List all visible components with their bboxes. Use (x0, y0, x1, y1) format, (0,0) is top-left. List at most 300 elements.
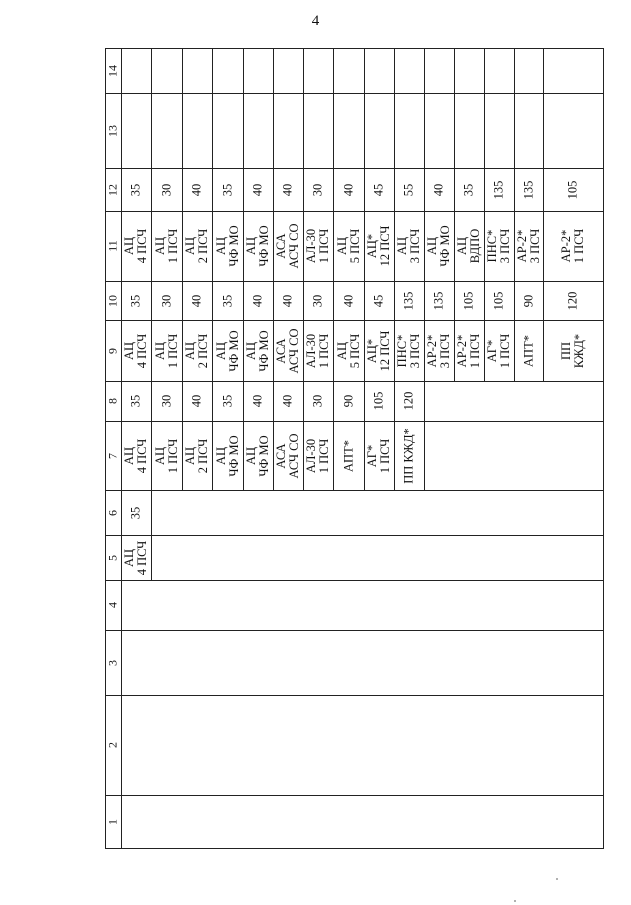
cell-line: АГ* (485, 339, 499, 362)
cell-r12-c10 (454, 281, 484, 320)
cell-line: АЦ (334, 341, 349, 360)
cell-line: 135 (431, 291, 446, 310)
cell-line: 40 (189, 294, 204, 307)
cell-r8-c7 (333, 421, 364, 490)
cell-text (426, 333, 452, 368)
cell-line: АЦ (213, 341, 228, 360)
cell-line: ПП КЖД* (401, 427, 416, 484)
cell-line: АГ* (365, 444, 379, 467)
cell-text (396, 229, 422, 264)
cell-r3-c9 (182, 320, 212, 381)
cell-text (275, 433, 301, 478)
cell-line: 135 (521, 180, 535, 199)
cell-text (160, 294, 173, 307)
cell-line: 30 (310, 183, 325, 196)
cell-r13-c9 (484, 320, 514, 381)
cell-text (123, 438, 149, 473)
page-number: 4 (311, 13, 320, 29)
cell-text (252, 395, 265, 408)
column-separator (105, 795, 603, 796)
cell-line: ЧФ МО (438, 225, 452, 267)
cell-r13-c12 (484, 168, 514, 211)
cell-text (426, 225, 452, 266)
cell-line: 45 (371, 183, 386, 196)
cell-r5-c11 (243, 211, 273, 281)
row-separator (333, 93, 334, 168)
cell-r9-c11 (364, 211, 394, 281)
cell-text (215, 225, 241, 266)
cell-text (215, 435, 241, 476)
cell-r10-c10 (394, 281, 424, 320)
cell-r9-c9 (364, 320, 394, 381)
cell-r3-c12 (182, 168, 212, 211)
cell-line: 3 ПСЧ (498, 228, 512, 264)
cell-text (486, 333, 512, 368)
cell-line: АЦ* (365, 338, 379, 363)
cell-r9-c12 (364, 168, 394, 211)
cell-line: АЦ (244, 236, 258, 256)
cell-line: АЛ-30 (304, 228, 318, 264)
cell-text (245, 435, 271, 476)
cell-line: 105 (491, 291, 506, 310)
cell-line: 90 (521, 294, 535, 307)
cell-r4-c8 (212, 381, 243, 421)
cell-line: 3 (105, 659, 120, 666)
cell-line: 35 (128, 506, 143, 519)
cell-text (221, 395, 234, 408)
column-header-2 (105, 695, 121, 795)
cell-text (107, 555, 120, 561)
cell-r2-c10 (151, 281, 182, 320)
cell-text (221, 294, 234, 307)
cell-r5-c7 (243, 421, 273, 490)
cell-r14-c12 (514, 168, 543, 211)
cell-r6-c7 (273, 421, 303, 490)
cell-r13-c11 (484, 211, 514, 281)
column-header-5 (105, 535, 121, 580)
cell-line: 40 (431, 183, 446, 196)
cell-line: 3 ПСЧ (408, 228, 422, 264)
cell-line: 1 ПСЧ (317, 438, 331, 473)
cell-r7-c8 (303, 381, 333, 421)
cell-line: АЦ (425, 236, 439, 256)
cell-line: 35 (220, 294, 234, 307)
cell-r14-c11 (514, 211, 543, 281)
cell-line: ЧФ МО (226, 225, 241, 267)
cell-line: 40 (189, 394, 204, 408)
column-separator (105, 695, 603, 696)
cell-r6-c8 (273, 381, 303, 421)
cell-line: 35 (220, 183, 234, 196)
cell-text (493, 180, 506, 199)
cell-line: 14 (105, 64, 120, 77)
cell-r3-c8 (182, 381, 212, 421)
cell-r7-c10 (303, 281, 333, 320)
cell-text (560, 229, 586, 264)
cell-text (275, 328, 301, 373)
row-separator (303, 48, 304, 93)
cell-r11-c10 (424, 281, 454, 320)
cell-line: 2 ПСЧ (196, 438, 210, 473)
cell-line: АСЧ СО (287, 327, 301, 374)
cell-line: 105 (461, 291, 476, 310)
cell-line: 2 ПСЧ (196, 333, 210, 368)
row-separator (212, 93, 213, 168)
cell-line: АСЧ СО (287, 432, 301, 479)
cell-text (245, 330, 271, 371)
cell-r3-c10 (182, 281, 212, 320)
cell-r1-c11 (121, 211, 151, 281)
cell-line: 1 (105, 818, 120, 825)
row-separator (424, 421, 425, 490)
cell-r7-c11 (303, 211, 333, 281)
cell-text (107, 240, 120, 252)
cell-r14-c9 (514, 320, 543, 381)
cell-text (107, 184, 120, 196)
column-separator (105, 93, 603, 94)
cell-r15-c11 (543, 211, 603, 281)
cell-line: 1 ПСЧ (378, 438, 392, 473)
column-header-10 (105, 281, 121, 320)
cell-r11-c12 (424, 168, 454, 211)
column-header-9 (105, 320, 121, 381)
cell-line: АЛ-30 (304, 438, 318, 473)
cell-text (282, 294, 295, 307)
cell-text (366, 226, 392, 267)
cell-line: 35 (461, 183, 476, 196)
column-header-13 (105, 93, 121, 168)
cell-text (522, 335, 535, 367)
cell-r1-c10 (121, 281, 151, 320)
cell-line: АЦ (183, 446, 197, 465)
cell-r2-c12 (151, 168, 182, 211)
column-header-12 (105, 168, 121, 211)
row-separator (303, 93, 304, 168)
cell-r13-c10 (484, 281, 514, 320)
row-separator (151, 535, 152, 580)
cell-text (107, 602, 120, 608)
row-separator (394, 93, 395, 168)
cell-text (312, 395, 325, 408)
row-separator (273, 48, 274, 93)
row-separator (243, 48, 244, 93)
row-separator (454, 48, 455, 93)
cell-line: 35 (128, 294, 143, 307)
cell-r2-c7 (151, 421, 182, 490)
cell-line: 1 ПСЧ (317, 228, 331, 264)
row-separator (151, 48, 152, 93)
cell-text (567, 180, 580, 199)
cell-line: АПТ* (521, 334, 535, 367)
cell-line: 12 ПСЧ (378, 330, 392, 371)
cell-line: 2 (105, 742, 120, 748)
cell-text (107, 742, 120, 748)
cell-line: АЦ (152, 341, 167, 360)
cell-r1-c7 (121, 421, 151, 490)
cell-r2-c9 (151, 320, 182, 381)
cell-text (252, 183, 265, 196)
cell-r6-c11 (273, 211, 303, 281)
cell-r2-c8 (151, 381, 182, 421)
cell-text (403, 392, 416, 411)
row-separator (243, 93, 244, 168)
cell-line: ЧФ МО (257, 434, 271, 477)
table-border-top (105, 48, 603, 49)
column-header-4 (105, 580, 121, 630)
cell-text (463, 291, 476, 310)
column-header-6 (105, 490, 121, 535)
cell-text (160, 395, 173, 408)
row-separator (333, 48, 334, 93)
cell-text (130, 183, 143, 196)
row-separator (364, 93, 365, 168)
cell-text (312, 183, 325, 196)
cell-line: АЦ (183, 341, 197, 360)
cell-r8-c12 (333, 168, 364, 211)
cell-text (342, 395, 355, 408)
cell-line: 40 (250, 294, 265, 307)
cell-r10-c12 (394, 168, 424, 211)
cell-r15-c10 (543, 281, 603, 320)
cell-line: АСА (274, 233, 288, 259)
cell-line: АР-2* (455, 334, 469, 367)
cell-line: 6 (105, 509, 120, 516)
cell-line: 3 ПСЧ (408, 333, 422, 368)
cell-line: 8 (105, 398, 120, 404)
cell-line: 4 ПСЧ (135, 540, 149, 575)
cell-r4-c7 (212, 421, 243, 490)
cell-text (123, 540, 149, 575)
cell-line: ВДПО (468, 228, 482, 264)
cell-line: 40 (250, 394, 265, 408)
column-header-3 (105, 630, 121, 695)
cell-line: 1 ПСЧ (165, 333, 180, 368)
row-separator (543, 48, 544, 93)
cell-text (342, 294, 355, 307)
cell-r7-c7 (303, 421, 333, 490)
cell-r3-c11 (182, 211, 212, 281)
cell-line: 30 (159, 394, 173, 408)
cell-r9-c10 (364, 281, 394, 320)
cell-line: 105 (371, 391, 386, 411)
cell-text (154, 229, 180, 264)
cell-line: 40 (341, 183, 355, 196)
cell-line: 35 (128, 394, 143, 408)
cell-line: 4 ПСЧ (135, 333, 149, 368)
cell-text (160, 183, 173, 196)
cell-line: ПП (559, 341, 573, 360)
cell-r3-c7 (182, 421, 212, 490)
column-header-7 (105, 421, 121, 490)
cell-line: ЧФ МО (257, 329, 271, 372)
cell-line: 40 (280, 394, 295, 408)
cell-line: 1 ПСЧ (498, 333, 512, 368)
cell-text (373, 183, 386, 196)
cell-line: АЦ (334, 236, 349, 256)
cell-text (252, 294, 265, 307)
cell-line: 4 ПСЧ (135, 438, 149, 473)
cell-line: АЦ (152, 236, 167, 256)
cell-r5-c9 (243, 320, 273, 381)
row-separator (484, 93, 485, 168)
cell-line: 5 ПСЧ (347, 333, 362, 368)
cell-r6-c12 (273, 168, 303, 211)
cell-line: 12 ПСЧ (378, 225, 392, 267)
cell-line: АСЧ СО (287, 223, 301, 269)
cell-text (373, 392, 386, 411)
cell-r4-c11 (212, 211, 243, 281)
cell-r10-c8 (394, 381, 424, 421)
cell-r8-c11 (333, 211, 364, 281)
cell-r7-c9 (303, 320, 333, 381)
cell-text (107, 453, 120, 459)
row-separator (182, 48, 183, 93)
cell-line: ЧФ МО (226, 329, 241, 372)
cell-text (305, 438, 331, 473)
cell-line: АР-2* (514, 229, 529, 263)
cell-line: 5 ПСЧ (347, 228, 362, 264)
row-separator (182, 93, 183, 168)
cell-line: 30 (310, 394, 325, 408)
cell-text (184, 333, 210, 368)
cell-line: АР-2* (559, 229, 573, 263)
cell-r1-c5 (121, 535, 151, 580)
cell-line: 55 (401, 183, 416, 196)
cell-text (215, 330, 241, 371)
cell-r4-c12 (212, 168, 243, 211)
cell-r5-c8 (243, 381, 273, 421)
cell-r8-c8 (333, 381, 364, 421)
row-separator (484, 48, 485, 93)
cell-line: 105 (565, 180, 580, 199)
cell-text (433, 183, 446, 196)
cell-line: 3 ПСЧ (527, 228, 542, 264)
cell-text (107, 819, 120, 825)
cell-line: 9 (105, 347, 120, 354)
cell-text (191, 294, 204, 307)
column-separator (105, 630, 603, 631)
cell-text (123, 229, 149, 264)
cell-r9-c7 (364, 421, 394, 490)
cell-line: 1 ПСЧ (165, 228, 180, 264)
cell-text (373, 294, 386, 307)
cell-line: АСА (274, 442, 288, 469)
row-separator (212, 48, 213, 93)
cell-line: АЦ (213, 446, 228, 465)
cell-text (154, 333, 180, 368)
cell-text (486, 229, 512, 264)
cell-text (191, 395, 204, 408)
cell-line: 1 ПСЧ (317, 333, 331, 368)
row-separator (514, 93, 515, 168)
cell-line: АЦ (152, 446, 167, 465)
cell-r8-c9 (333, 320, 364, 381)
cell-text (567, 291, 580, 310)
cell-text (130, 294, 143, 307)
cell-text (184, 438, 210, 473)
cell-r11-c9 (424, 320, 454, 381)
row-separator (424, 381, 425, 421)
cell-line: 90 (341, 394, 355, 408)
cell-r6-c9 (273, 320, 303, 381)
cell-line: АЦ (395, 236, 409, 256)
cell-line: 120 (565, 291, 580, 310)
cell-r12-c11 (454, 211, 484, 281)
cell-text (184, 229, 210, 264)
cell-line: 40 (341, 294, 355, 307)
cell-r14-c10 (514, 281, 543, 320)
cell-line: ПНС* (485, 229, 499, 263)
cell-text (282, 183, 295, 196)
cell-line: 35 (220, 394, 234, 408)
cell-text (130, 506, 143, 519)
table-border-bottom (105, 848, 603, 849)
cell-line: 30 (159, 183, 173, 196)
cell-r12-c12 (454, 168, 484, 211)
cell-r1-c6 (121, 490, 151, 535)
cell-r15-c9 (543, 320, 603, 381)
cell-line: 3 ПСЧ (438, 333, 452, 368)
cell-line: АЦ (213, 236, 228, 256)
row-separator (394, 48, 395, 93)
cell-line: 13 (105, 124, 120, 137)
cell-text (275, 223, 301, 268)
cell-line: 4 ПСЧ (135, 228, 149, 264)
cell-line: АЦ (244, 341, 258, 360)
cell-text (396, 333, 422, 368)
cell-text (522, 180, 535, 199)
cell-text (130, 395, 143, 408)
cell-line: АЦ (122, 548, 136, 567)
cell-text (366, 438, 392, 473)
row-separator (151, 490, 152, 535)
cell-r5-c12 (243, 168, 273, 211)
cell-line: 1 ПСЧ (468, 333, 482, 368)
cell-text (516, 229, 542, 264)
cell-line: 40 (250, 183, 265, 196)
cell-text (245, 225, 271, 266)
cell-line: 2 ПСЧ (196, 228, 210, 264)
cell-r1-c8 (121, 381, 151, 421)
cell-line: ЧФ МО (226, 434, 241, 477)
column-header-8 (105, 381, 121, 421)
cell-text (107, 65, 120, 77)
row-separator (151, 93, 152, 168)
cell-line: 120 (401, 391, 416, 411)
scan-speck (514, 900, 516, 902)
cell-line: 135 (491, 180, 506, 199)
column-separator (105, 535, 603, 536)
cell-line: ПНС* (395, 334, 409, 367)
column-header-1 (105, 795, 121, 848)
cell-line: 40 (189, 183, 204, 196)
row-separator (364, 48, 365, 93)
cell-text (221, 183, 234, 196)
cell-text (107, 348, 120, 354)
cell-r10-c7 (394, 421, 424, 490)
cell-text (493, 291, 506, 310)
cell-line: 35 (128, 183, 143, 196)
cell-line: АСА (274, 337, 288, 364)
cell-text (107, 295, 120, 307)
cell-text (403, 183, 416, 196)
row-separator (514, 48, 515, 93)
cell-text (107, 510, 120, 516)
cell-line: 40 (280, 294, 295, 307)
cell-text (433, 291, 446, 310)
cell-text (366, 330, 392, 371)
cell-r11-c11 (424, 211, 454, 281)
